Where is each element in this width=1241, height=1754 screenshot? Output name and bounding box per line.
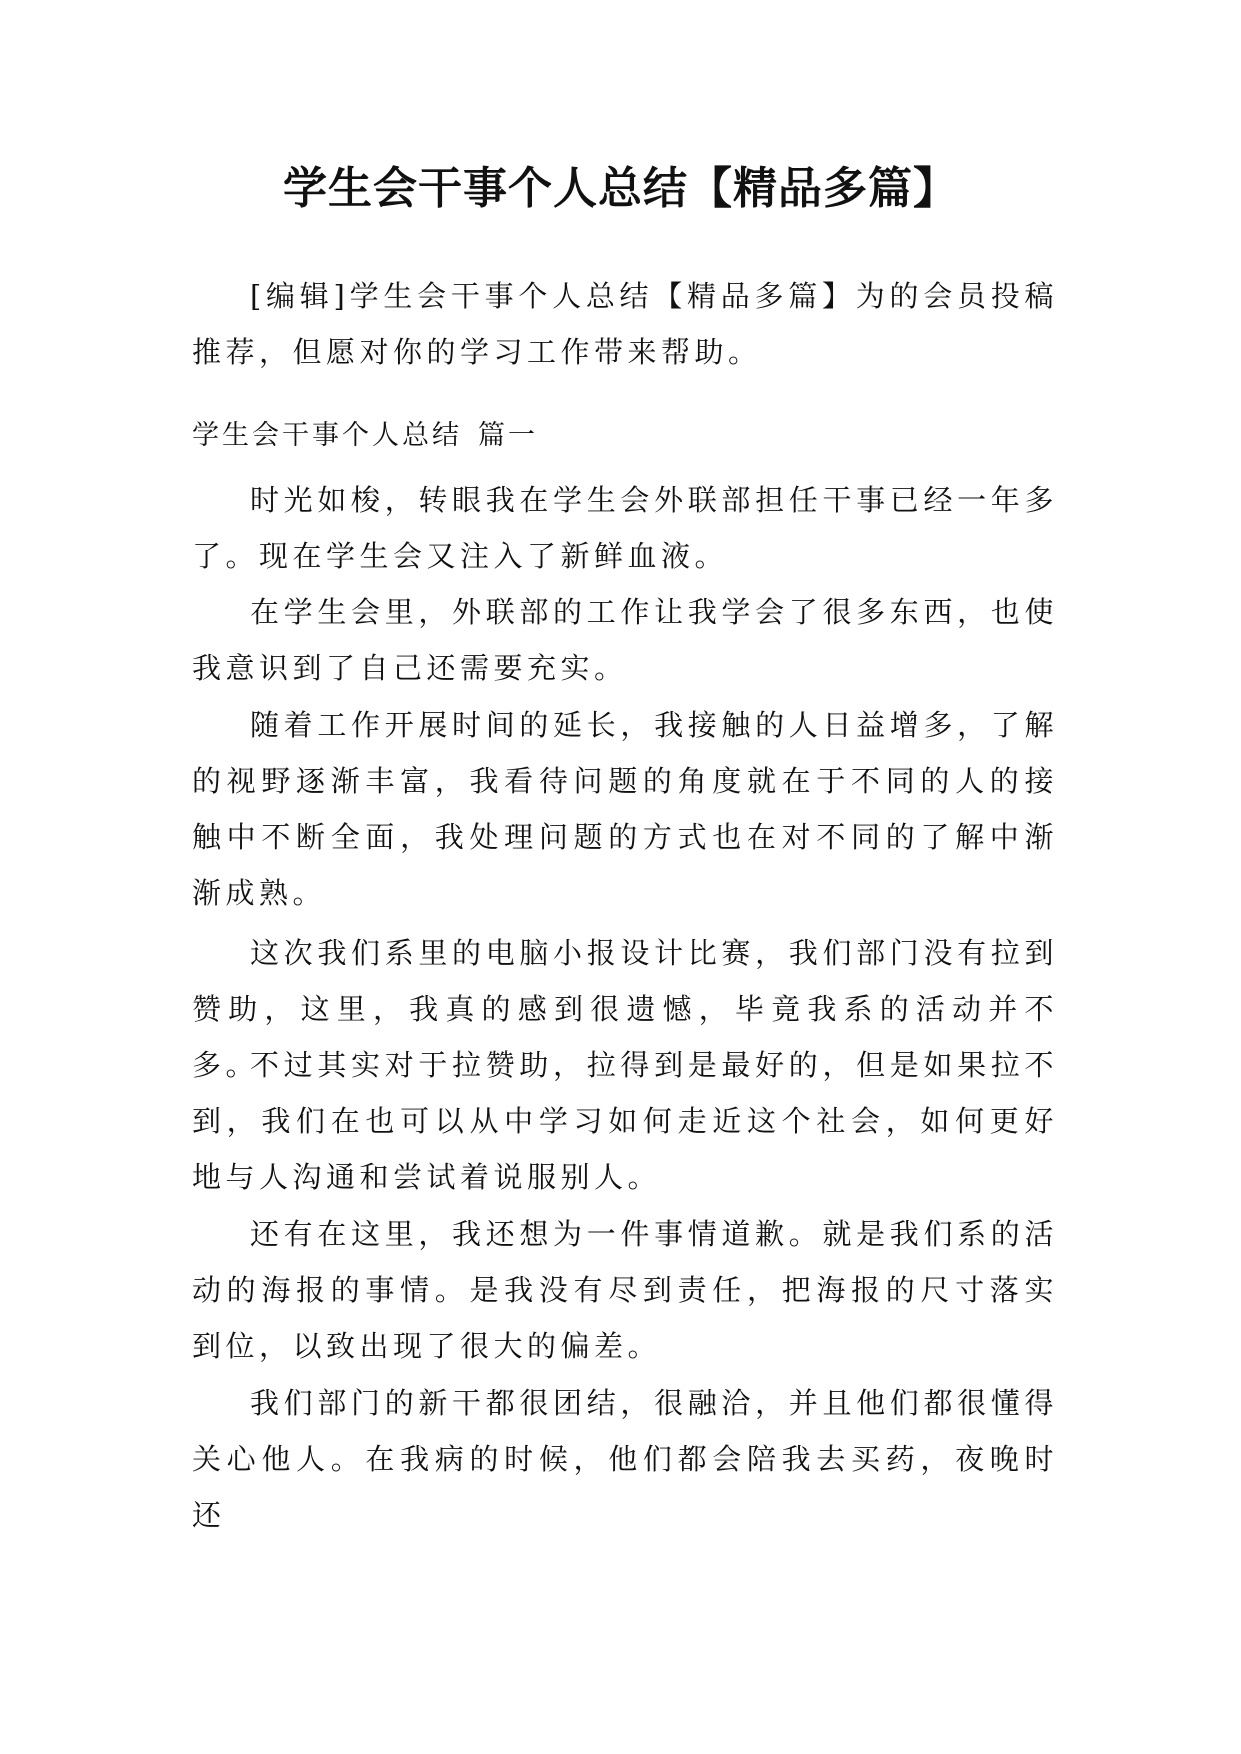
body-paragraph-7: 我们部门的新干都很团结，很融洽，并且他们都很懂得关心他人。在我病的时候，他们都会陪我去买药，夜晚时还: [192, 1386, 1058, 1532]
section-heading-label: 篇一: [478, 420, 538, 451]
section-heading-text: 学生会干事个人总结: [192, 420, 462, 451]
section-heading: [192, 416, 538, 456]
body-paragraph-4: 这次我们系里的电脑小报设计比赛，我们部门没有拉到赞助，这里，我真的感到很遗憾，毕竟我系的活动并不多。: [192, 936, 1058, 1082]
intro-paragraph: [编辑]学生会干事个人总结【精品多篇】为的会员投稿推荐，但愿对你的学习工作带来帮助。: [192, 279, 1058, 369]
body-paragraph-6: 还有在这里，我还想为一件事情道歉。就是我们系的活动的海报的事情。是我没有尽到责任，把海报的尺寸落实到位，以致出现了很大的偏差。: [192, 1217, 1058, 1363]
body-paragraph-5: 不过其实对于拉赞助，拉得到是最好的，但是如果拉不到，我们在也可以从中学习如何走近这个社会，如何更好地与人沟通和尝试着说服别人。: [192, 1048, 1058, 1194]
body-paragraph-1: 时光如梭，转眼我在学生会外联部担任干事已经一年多了。现在学生会又注入了新鲜血液。: [192, 483, 1058, 573]
body-paragraph-3: 随着工作开展时间的延长，我接触的人日益增多，了解的视野逐渐丰富，我看待问题的角度就在于不同的人的接触中不断全面，我处理问题的方式也在对不同的了解中渐渐成熟。: [192, 708, 1058, 910]
body-paragraph-2: 在学生会里，外联部的工作让我学会了很多东西，也使我意识到了自己还需要充实。: [192, 595, 1058, 685]
document-title: 学生会干事个人总结【精品多篇】: [283, 163, 958, 214]
